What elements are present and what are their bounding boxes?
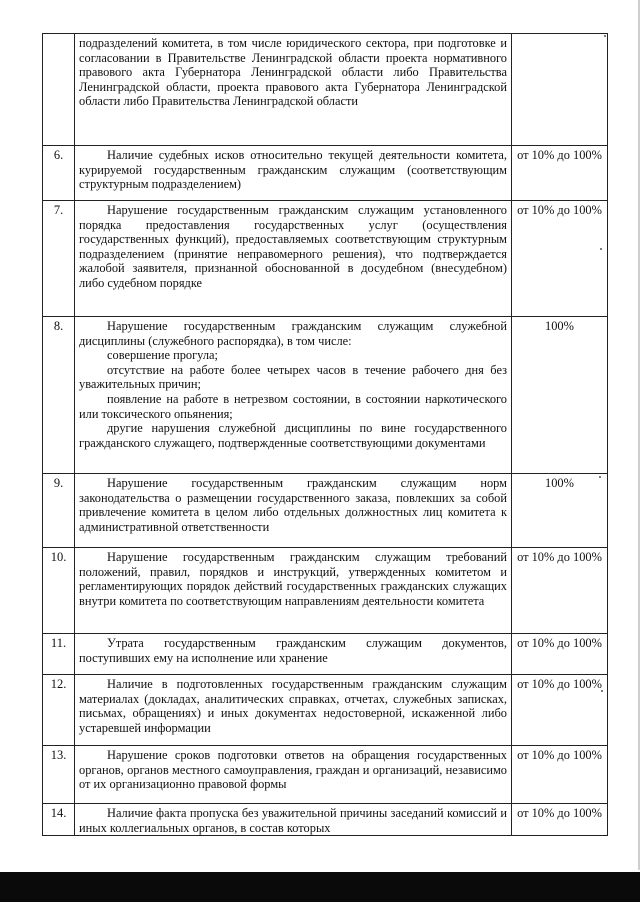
row-number: 8. <box>43 317 75 474</box>
row-text: Нарушение государственным гражданским служащим служебной дисциплины (служебного распорядка), в том числе: совершение прогула; отсутствие на работе более четырех часов в течение рабочего дня без уважительных причин; появление на работе в нетрезвом состоянии, в состоянии наркотического или токсического опьянения; другие нарушения служебной дисциплины по вине государственного гражданского служащего, подтвержденные соответствующими документами <box>75 317 512 474</box>
row-number: 12. <box>43 675 75 746</box>
row-value: от 10% до 100% <box>512 746 608 804</box>
subitem: совершение прогула; <box>107 348 218 363</box>
subitem: отсутствие на работе более четырех часов в течение рабочего дня без уважительных причин; <box>79 362 507 392</box>
row-value: от 10% до 100% <box>512 634 608 675</box>
table-row <box>43 634 608 675</box>
row-text: Нарушение сроков подготовки ответов на обращения государственных органов, органов местного самоуправления, граждан и организаций, независимо от их организационно правовой формы <box>75 746 512 804</box>
row-text: подразделений комитета, в том числе юридического сектора, при подготовке и согласовании в Правительстве Ленинградской области проекта нормативного правового акта Губернатора Ленинградской области либо Правительства Ленинградской области, проекта правового акта Губернатора Ленинградской области либо Правительства Ленинградской области <box>75 34 512 146</box>
table-row <box>43 34 608 146</box>
row-value: от 10% до 100% <box>512 146 608 201</box>
scan-bottom-border <box>0 872 640 902</box>
table-row <box>43 746 608 804</box>
row-number: 9. <box>43 474 75 548</box>
row-number: 7. <box>43 201 75 317</box>
subitem: другие нарушения служебной дисциплины по вине государственного гражданского служащего, подтвержденные соответствующими документами <box>79 421 507 450</box>
row-number: 14. <box>43 804 75 836</box>
row-text: Нарушение государственным гражданским служащим требований положений, правил, порядков и инструкций, утвержденных комитетом и регламентирующих порядок действий государственных гражданских служащих внутри комитета по соответствующим направлениям деятельности комитета <box>75 548 512 634</box>
row-text: Нарушение государственным гражданским служащим норм законодательства о размещении государственного заказа, повлекших за собой привлечение комитета в целом либо отдельных должностных лиц комитета к административной ответственности <box>75 474 512 548</box>
row-value: от 10% до 100% <box>512 548 608 634</box>
row-text: Наличие факта пропуска без уважительной причины заседаний комиссий и иных коллегиальных органов, в состав которых <box>75 804 512 836</box>
row-number: 10. <box>43 548 75 634</box>
row-text: Наличие судебных исков относительно текущей деятельности комитета, курируемой государственным гражданским служащим (соответствующим структурным подразделением) <box>75 146 512 201</box>
row-value: от 10% до 100% <box>512 804 608 836</box>
subitem: появление на работе в нетрезвом состоянии, в состоянии наркотического или токсического опьянения; <box>79 391 507 421</box>
row-value: от 10% до 100% <box>512 201 608 317</box>
penalty-criteria-table <box>42 33 608 836</box>
row-text: Нарушение государственным гражданским служащим установленного порядка предоставления государственных услуг (осуществления государственных функций), предоставляемых соответствующим структурным подразделением (принятие неправомерного решения), что подтверждается жалобой заявителя, признанной обоснованной в досудебном (внесудебном) либо судебном порядке <box>75 201 512 317</box>
row-text: Наличие в подготовленных государственным гражданским служащим материалах (докладах, аналитических справках, отчетах, служебных записках, письмах, обращениях) и иных документах недостоверной, искаженной либо устаревшей информации <box>75 675 512 746</box>
row-value <box>512 34 608 146</box>
row-text: Утрата государственным гражданским служащим документов, поступивших ему на исполнение или хранение <box>75 634 512 675</box>
table-row <box>43 804 608 836</box>
row-number: 13. <box>43 746 75 804</box>
row-value: от 10% до 100% <box>512 675 608 746</box>
table-row <box>43 201 608 317</box>
table-row <box>43 146 608 201</box>
row-number: 6. <box>43 146 75 201</box>
table-row <box>43 548 608 634</box>
row-value: 100% <box>512 474 608 548</box>
table-row <box>43 675 608 746</box>
table-row <box>43 474 608 548</box>
row-number <box>43 34 75 146</box>
row-number: 11. <box>43 634 75 675</box>
table-row <box>43 317 608 474</box>
row-value: 100% <box>512 317 608 474</box>
